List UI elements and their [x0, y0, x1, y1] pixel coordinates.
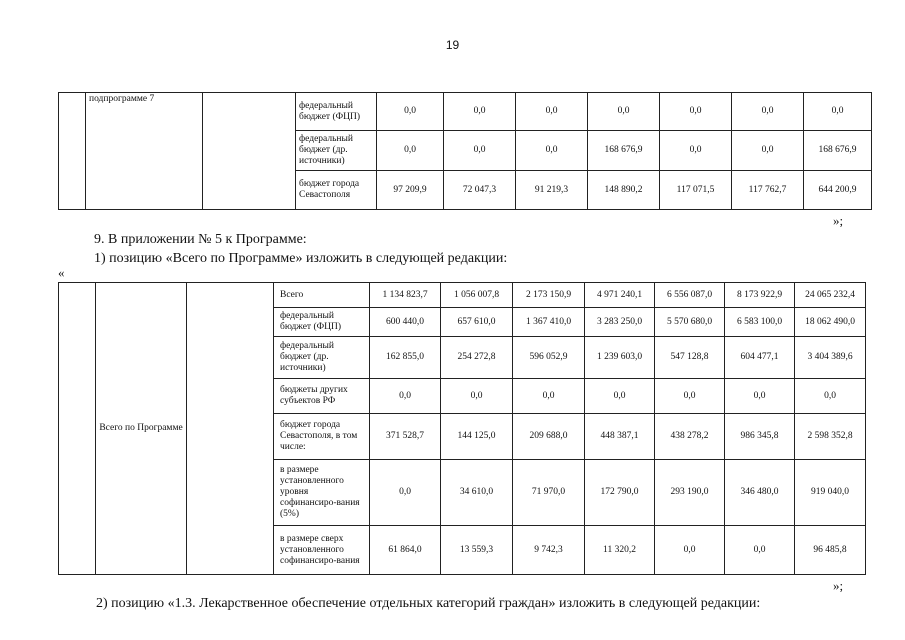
value-cell: 1 056 007,8 [441, 283, 513, 308]
value-cell: 71 970,0 [513, 460, 585, 526]
program-total-funding-table [58, 282, 866, 575]
value-cell: 0,0 [370, 460, 441, 526]
value-cell: 117 762,7 [732, 171, 804, 210]
value-cell: 117 071,5 [660, 171, 732, 210]
program-label: Всего по Программе [96, 283, 187, 575]
value-cell: 919 040,0 [795, 460, 866, 526]
funding-source: Всего [274, 283, 370, 308]
closing-quote: »; [833, 578, 844, 593]
value-cell: 0,0 [660, 93, 732, 131]
value-cell: 254 272,8 [441, 337, 513, 379]
funding-source: федеральный бюджет (ФЦП) [274, 308, 370, 337]
value-cell: 2 598 352,8 [795, 414, 866, 460]
value-cell: 91 219,3 [516, 171, 588, 210]
value-cell: 600 440,0 [370, 308, 441, 337]
table-row [59, 93, 872, 131]
value-cell: 3 404 389,6 [795, 337, 866, 379]
value-cell: 5 570 680,0 [655, 308, 725, 337]
subprogram-7-funding-table [58, 92, 872, 210]
value-cell: 0,0 [585, 379, 655, 414]
value-cell: 0,0 [377, 93, 444, 131]
value-cell: 24 065 232,4 [795, 283, 866, 308]
funding-source: бюджеты других субъектов РФ [274, 379, 370, 414]
value-cell: 0,0 [660, 131, 732, 171]
value-cell: 6 556 087,0 [655, 283, 725, 308]
value-cell: 438 278,2 [655, 414, 725, 460]
value-cell: 0,0 [516, 93, 588, 131]
value-cell: 0,0 [725, 526, 795, 575]
value-cell: 9 742,3 [513, 526, 585, 575]
value-cell: 34 610,0 [441, 460, 513, 526]
funding-source: в размере установленного уровня софинансиро-вания (5%) [274, 460, 370, 526]
value-cell: 448 387,1 [585, 414, 655, 460]
value-cell: 1 367 410,0 [513, 308, 585, 337]
value-cell: 3 283 250,0 [585, 308, 655, 337]
value-cell: 0,0 [516, 131, 588, 171]
value-cell: 144 125,0 [441, 414, 513, 460]
value-cell: 0,0 [655, 379, 725, 414]
opening-quote: « [58, 265, 65, 280]
value-cell: 97 209,9 [377, 171, 444, 210]
value-cell: 596 052,9 [513, 337, 585, 379]
value-cell: 18 062 490,0 [795, 308, 866, 337]
value-cell: 2 173 150,9 [513, 283, 585, 308]
subprogram-label: подпрограмме 7 [86, 93, 203, 210]
value-cell: 986 345,8 [725, 414, 795, 460]
empty-cell [187, 283, 274, 575]
value-cell: 0,0 [444, 131, 516, 171]
table-row [59, 283, 866, 308]
value-cell: 0,0 [513, 379, 585, 414]
empty-cell [59, 283, 96, 575]
value-cell: 371 528,7 [370, 414, 441, 460]
value-cell: 1 134 823,7 [370, 283, 441, 308]
value-cell: 0,0 [795, 379, 866, 414]
value-cell: 547 128,8 [655, 337, 725, 379]
value-cell: 0,0 [377, 131, 444, 171]
value-cell: 657 610,0 [441, 308, 513, 337]
value-cell: 604 477,1 [725, 337, 795, 379]
value-cell: 13 559,3 [441, 526, 513, 575]
value-cell: 4 971 240,1 [585, 283, 655, 308]
value-cell: 1 239 603,0 [585, 337, 655, 379]
paragraph-9: 9. В приложении № 5 к Программе: [94, 232, 307, 247]
paragraph-9-2: 2) позицию «1.3. Лекарственное обеспечение отдельных категорий граждан» изложить в следующей редакции: [96, 596, 761, 611]
value-cell: 0,0 [588, 93, 660, 131]
value-cell: 0,0 [804, 93, 872, 131]
value-cell: 72 047,3 [444, 171, 516, 210]
closing-quote: »; [833, 213, 844, 228]
value-cell: 6 583 100,0 [725, 308, 795, 337]
value-cell: 0,0 [655, 526, 725, 575]
value-cell: 0,0 [370, 379, 441, 414]
value-cell: 168 676,9 [804, 131, 872, 171]
empty-cell [59, 93, 86, 210]
value-cell: 162 855,0 [370, 337, 441, 379]
funding-source: федеральный бюджет (ФЦП) [296, 93, 377, 131]
value-cell: 8 173 922,9 [725, 283, 795, 308]
funding-source: в размере сверх установленного софинансиро-вания [274, 526, 370, 575]
value-cell: 346 480,0 [725, 460, 795, 526]
value-cell: 644 200,9 [804, 171, 872, 210]
value-cell: 172 790,0 [585, 460, 655, 526]
value-cell: 148 890,2 [588, 171, 660, 210]
value-cell: 96 485,8 [795, 526, 866, 575]
funding-source: бюджет города Севастополя, в том числе: [274, 414, 370, 460]
paragraph-9-1: 1) позицию «Всего по Программе» изложить в следующей редакции: [94, 251, 508, 266]
value-cell: 61 864,0 [370, 526, 441, 575]
value-cell: 0,0 [732, 93, 804, 131]
value-cell: 209 688,0 [513, 414, 585, 460]
value-cell: 0,0 [725, 379, 795, 414]
value-cell: 0,0 [441, 379, 513, 414]
funding-source: федеральный бюджет (др. источники) [274, 337, 370, 379]
value-cell: 0,0 [732, 131, 804, 171]
value-cell: 293 190,0 [655, 460, 725, 526]
value-cell: 168 676,9 [588, 131, 660, 171]
value-cell: 11 320,2 [585, 526, 655, 575]
funding-source: бюджет города Севастополя [296, 171, 377, 210]
empty-cell [203, 93, 296, 210]
value-cell: 0,0 [444, 93, 516, 131]
page-number: 19 [445, 38, 460, 52]
funding-source: федеральный бюджет (др. источники) [296, 131, 377, 171]
